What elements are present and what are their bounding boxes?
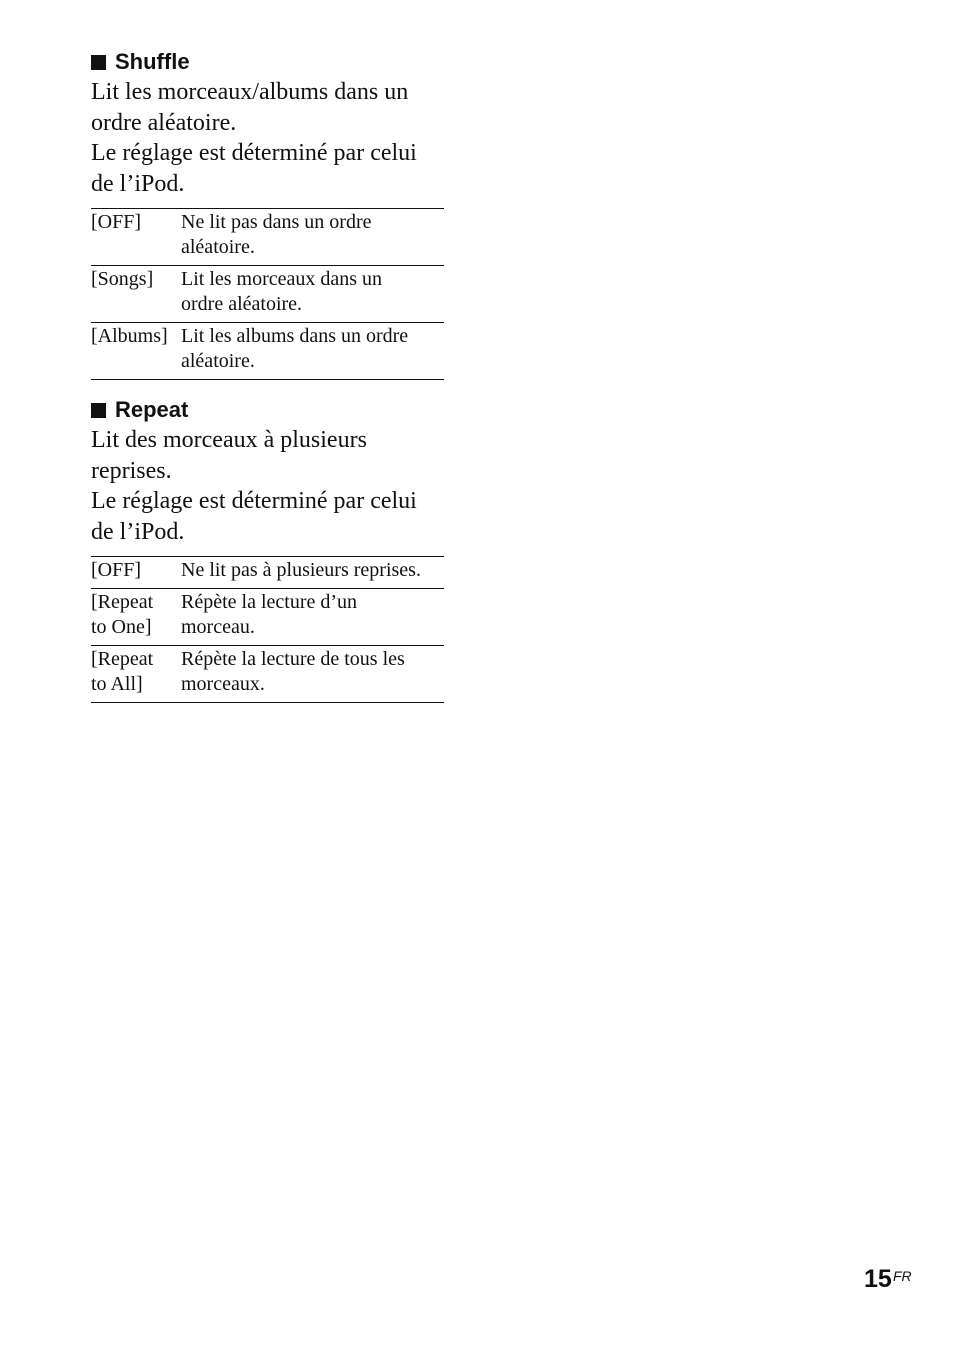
option-label-line: [Repeat bbox=[91, 648, 154, 670]
option-description bbox=[181, 323, 444, 380]
option-label: [Songs] bbox=[91, 268, 154, 290]
shuffle-desc-line: Lit les morceaux/albums dans un bbox=[91, 79, 409, 105]
option-description bbox=[181, 646, 444, 703]
filled-square-icon bbox=[91, 403, 106, 418]
option-label bbox=[91, 646, 181, 703]
table-row bbox=[91, 557, 444, 589]
shuffle-options-table bbox=[91, 208, 444, 380]
option-desc-line: morceaux. bbox=[181, 673, 265, 695]
table-row bbox=[91, 589, 444, 646]
option-label: [OFF] bbox=[91, 211, 142, 233]
shuffle-title: Shuffle bbox=[115, 49, 190, 74]
option-desc-line: Répète la lecture de tous les bbox=[181, 648, 405, 670]
content-column bbox=[91, 47, 444, 703]
option-desc-line: Ne lit pas dans un ordre bbox=[181, 211, 372, 233]
repeat-desc-line: reprises. bbox=[91, 457, 172, 484]
shuffle-heading bbox=[91, 47, 444, 77]
repeat-desc-line: Le réglage est déterminé par celui bbox=[91, 488, 417, 514]
table-row bbox=[91, 266, 444, 323]
option-label bbox=[91, 557, 181, 589]
option-desc-line: ordre aléatoire. bbox=[181, 293, 303, 315]
option-label: [Albums] bbox=[91, 325, 168, 347]
page-language-code: FR bbox=[893, 1268, 912, 1284]
option-label bbox=[91, 589, 181, 646]
repeat-heading bbox=[91, 395, 444, 425]
table-row bbox=[91, 209, 444, 266]
option-desc-line: Lit les albums dans un ordre bbox=[181, 325, 409, 347]
repeat-desc-line: Lit des morceaux à plusieurs bbox=[91, 427, 367, 453]
option-description bbox=[181, 589, 444, 646]
option-desc-line: aléatoire. bbox=[181, 350, 255, 372]
option-desc-line: aléatoire. bbox=[181, 236, 255, 258]
section-spacer bbox=[91, 380, 444, 395]
option-label-line: to All] bbox=[91, 673, 143, 695]
shuffle-desc-line: ordre aléatoire. bbox=[91, 109, 237, 136]
repeat-desc-line: de l’iPod. bbox=[91, 518, 185, 545]
option-description bbox=[181, 209, 444, 266]
option-label-line: to One] bbox=[91, 616, 152, 638]
table-row bbox=[91, 323, 444, 380]
option-desc-line: Lit les morceaux dans un bbox=[181, 268, 383, 290]
option-label-line: [Repeat bbox=[91, 591, 154, 613]
option-desc-line: Ne lit pas à plusieurs reprises. bbox=[181, 559, 421, 581]
option-description bbox=[181, 266, 444, 323]
option-label-line: [OFF] bbox=[91, 559, 142, 581]
repeat-description bbox=[91, 425, 444, 547]
option-desc-line: morceau. bbox=[181, 616, 255, 638]
shuffle-desc-line: Le réglage est déterminé par celui bbox=[91, 140, 417, 166]
option-description bbox=[181, 557, 444, 589]
shuffle-description bbox=[91, 77, 444, 199]
page-number: 15 bbox=[864, 1265, 892, 1293]
filled-square-icon bbox=[91, 55, 106, 70]
table-row bbox=[91, 646, 444, 703]
repeat-options-table bbox=[91, 556, 444, 703]
repeat-title: Repeat bbox=[115, 397, 189, 422]
shuffle-desc-line: de l’iPod. bbox=[91, 170, 185, 197]
option-desc-line: Répète la lecture d’un bbox=[181, 591, 358, 613]
